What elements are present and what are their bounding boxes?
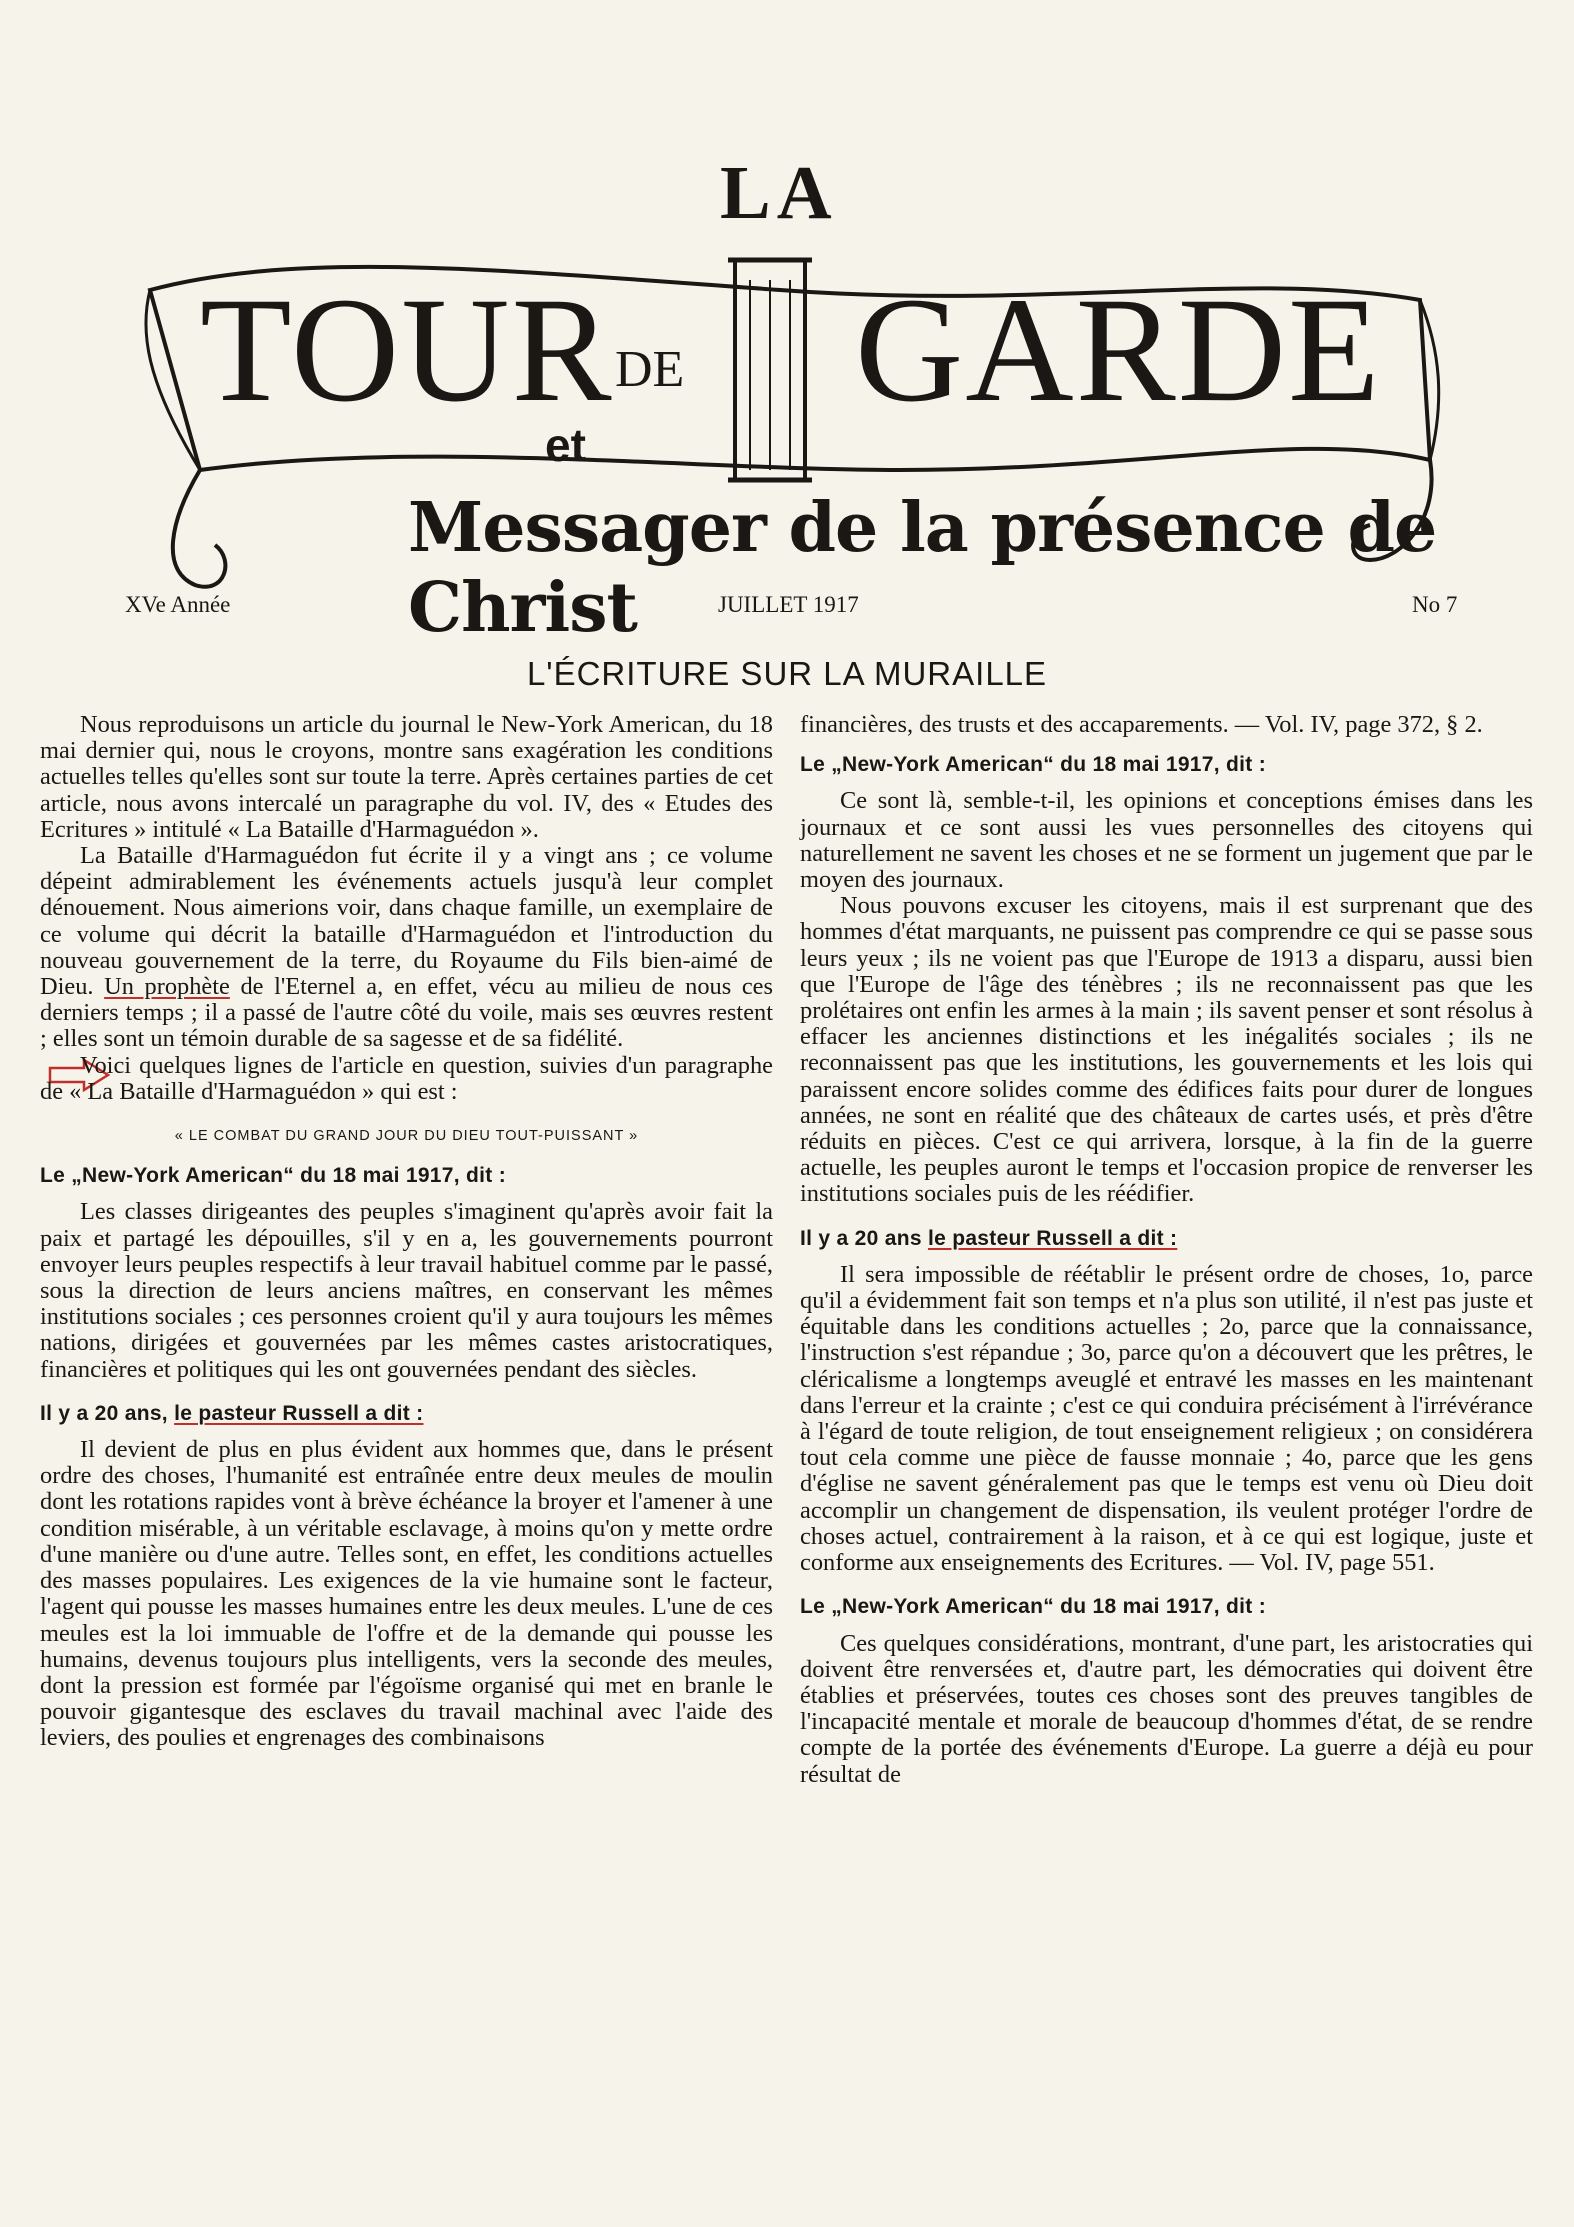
left-column xyxy=(40,712,773,1752)
paragraph: Les classes dirigeantes des peuples s'imaginent qu'après avoir fait la paix et partagé les dépouilles, s'il y en a, les gouvernements pourront envoyer leurs peuples respectifs à leur travail habituel comme par le passé, sous la direction de leurs anciens maîtres, en conservant les mêmes institutions sociales ; ces personnes croient qu'il y aura toujours les mêmes nations, dirigées et gouvernées par les mêmes castes aristocratiques, financières et politiques qui les ont gouvernées pendant des siècles. xyxy=(40,1198,773,1383)
heading-text: Il y a 20 ans xyxy=(800,1226,922,1250)
masthead-garde: GARDE xyxy=(855,267,1382,433)
paragraph xyxy=(40,843,773,1053)
paragraph: Ce sont là, semble-t-il, les opinions et conceptions émises dans les journaux et ce sont aussi les vues personnelles des citoyens qui naturellement ne savent les choses et ne se forment un jugement que par le moyen des journaux. xyxy=(800,787,1533,894)
masthead-et: et xyxy=(545,419,586,471)
masthead-la: LA xyxy=(720,151,838,235)
paragraph-text: de l'Eternel a, en effet, vécu au milieu de nous ces derniers temps ; il a passé de l'autre côté du voile, mais ses œuvres restent ; elles sont un témoin durable de sa sagesse et de sa fidélité. xyxy=(40,973,773,1053)
paragraph: financières, des trusts et des accaparements. — Vol. IV, page 372, § 2. xyxy=(800,711,1483,738)
underlined-russell: le pasteur Russell a dit : xyxy=(927,1226,1178,1250)
article-title: L'ÉCRITURE SUR LA MURAILLE xyxy=(526,655,1048,692)
underlined-prophete: Un prophète xyxy=(104,973,230,1001)
issue-number: No 7 xyxy=(1412,592,1458,617)
paragraph: Ces quelques considérations, montrant, d'une part, les aristocraties qui doivent être renversées et, d'autre part, les démocraties qui doivent être établies et préservées, toutes ces choses sont des preuves tangibles de l'incapacité mentale et morale de beaucoup d'hommes d'état, de se rendre compte de la portée des événements d'Europe. La guerre a déjà eu pour résultat de xyxy=(800,1629,1533,1788)
paragraph: Nous pouvons excuser les citoyens, mais il est surprenant que des hommes d'état marquants, ne puissent pas comprendre ce qui se passe sous leurs yeux ; ils ne voient pas que l'Europe de 1913 a disparu, aussi bien que l'Europe de l'âge des ténèbres ; ils ne reconnaissent pas que les prolétaires ont enfin les armes à la main ; ils savent penser et sont résolus à effacer les anciennes distinctions et les inégalités sociales ; ils ne reconnaissent pas que les institutions, les gouvernements et les lois qui paraissent encore solides comme des édifices faits pour durer de longues années, ne sont en réalité que des châteaux de cartes usés, et près d'être réduits en pièces. C'est ce qui arrivera, lorsque, à la fin de la guerre actuelle, les peuples auront le temps et l'occasion propice de renverser les institutions sociales puis de les réédifier. xyxy=(800,892,1533,1208)
paragraph: Voici quelques lignes de l'article en question, suivies d'un paragraphe de « La Bataille d'Harmaguédon » qui est : xyxy=(40,1051,773,1105)
masthead-tour: TOUR xyxy=(200,267,614,433)
paragraph: Il devient de plus en plus évident aux hommes que, dans le présent ordre des choses, l'humanité est entraînée entre deux meules de moulin dont les rotations rapides vont à brève échéance la broyer et l'amener à une condition misérable, à un véritable esclavage, à moins qu'on y mette ordre d'une manière ou d'une autre. Telles sont, en effet, les conditions actuelles des masses populaires. Les exigences de la vie humaine sont le facteur, l'agent qui pousse les masses humaines entre les deux meules. L'une de ces meules est la loi immuable de l'offre et de la demande qui pousse les humains, devenus toujours plus intelligents, vers la seconde des meules, dont la pression est formée par l'égoïsme organisé qui met en branle le pouvoir gigantesque des esclaves du travail machinal avec l'aide des leviers, des poulies et engrenages des combinaisons xyxy=(40,1436,773,1752)
paragraph-text: La Bataille d'Harmaguédon fut écrite il y a vingt ans ; ce volume dépeint admirablement les événements actuels jusqu'à leur complet dénouement. Nous aimerions voir, dans chaque famille, un exemplaire de ce volume qui décrit la bataille d'Harmaguédon et l'introduction du nouveau gouvernement de la terre, du Royaume du Fils bien-aimé de Dieu. xyxy=(40,842,773,1001)
source-heading xyxy=(40,1401,773,1427)
right-column xyxy=(800,712,1533,1788)
issue-date: JUILLET 1917 xyxy=(718,592,859,617)
source-heading: Le „New-York American“ du 18 mai 1917, dit : xyxy=(800,1595,1267,1619)
paragraph: Nous reproduisons un article du journal le New-York American, du 18 mai dernier qui, nous le croyons, montre sans exagération les conditions actuelles telles qu'elles sont sur toute la terre. Après certaines parties de cet article, nous avons intercalé un paragraphe du vol. IV, des « Etudes des Ecritures » intitulé « La Bataille d'Harmaguédon ». xyxy=(40,711,773,843)
paragraph: Il sera impossible de réétablir le présent ordre de choses, 1o, parce qu'il a évidemment fait son temps et n'a plus son utilité, il n'est pas juste et équitable dans les conditions actuelles ; 2o, parce que la connaissance, l'instruction s'est répandue ; 3o, parce qu'on a découvert que les prêtres, le cléricalisme a longtemps aveuglé et entravé les masses en les maintenant dans l'erreur et la crainte ; c'est ce qui conduira précisément à l'irrévérance à l'égard de toute religion, de tout enseignement religieux ; on considérera tout cela comme une pièce de fausse monnaie ; 4o, parce que les gens d'église ne savent généralement pas que le temps est venu où Dieu doit accomplir un changement de dispensation, ils veulent protéger l'ordre de choses actuel, contrairement à la raison, et à ce qui est logique, juste et conforme aux enseignements des Ecritures. — Vol. IV, page 551. xyxy=(800,1260,1533,1577)
source-heading: Le „New-York American“ du 18 mai 1917, dit : xyxy=(40,1164,507,1188)
heading-text: Il y a 20 ans, xyxy=(40,1401,168,1425)
masthead-de: DE xyxy=(615,341,685,398)
source-heading xyxy=(800,1226,1533,1252)
underlined-russell: le pasteur Russell a dit : xyxy=(174,1401,424,1425)
issue-year: XVe Année xyxy=(125,592,231,617)
masthead-subtitle: Messager de la présence de Christ xyxy=(408,488,1437,648)
source-heading: Le „New-York American“ du 18 mai 1917, dit : xyxy=(800,753,1267,777)
section-heading: « LE COMBAT DU GRAND JOUR DU DIEU TOUT-PUISSANT » xyxy=(174,1128,639,1145)
